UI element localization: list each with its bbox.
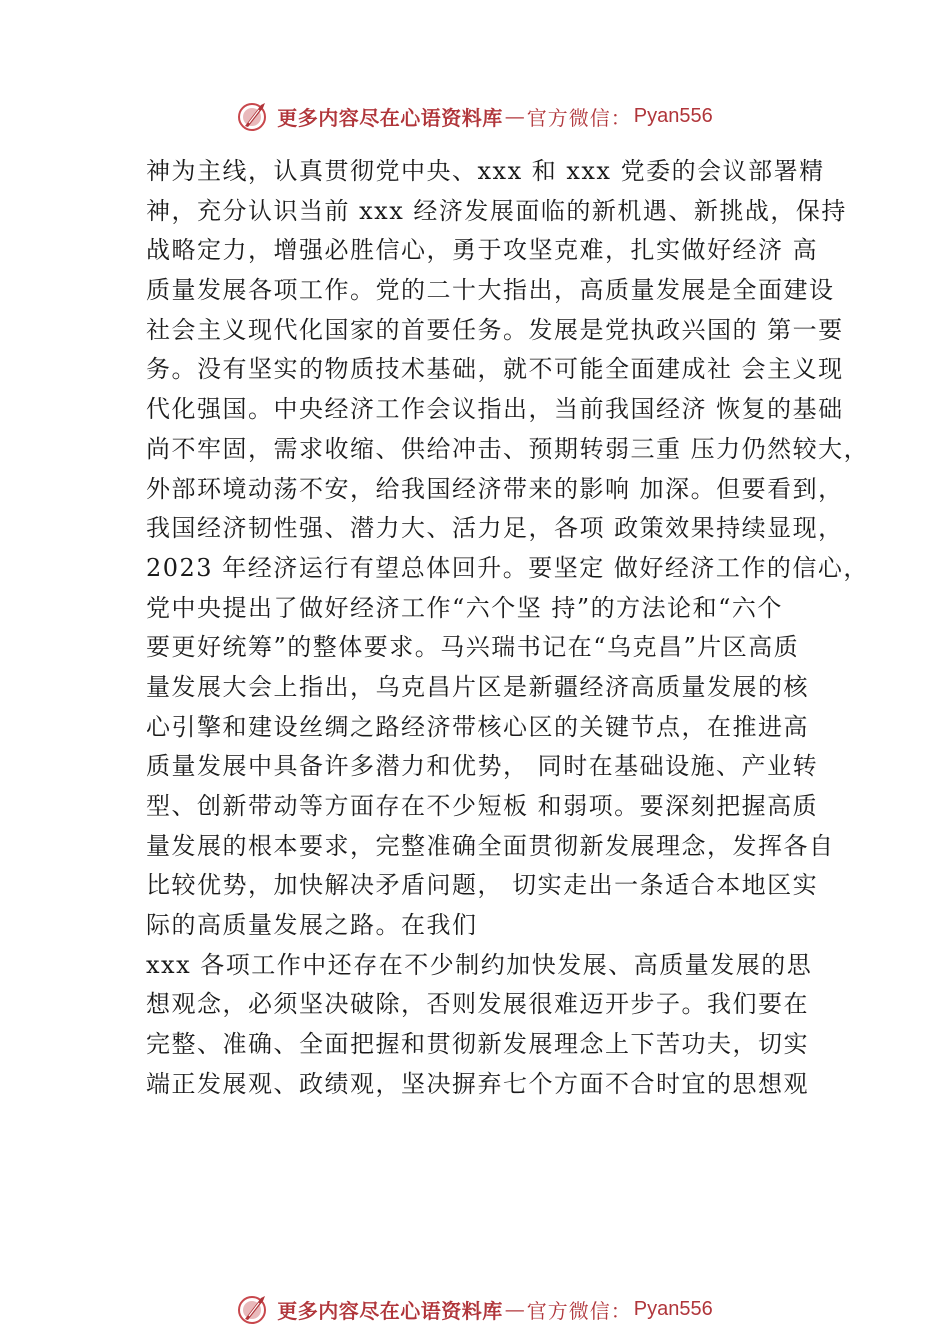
body-line: 想观念，必须坚决破除，否则发展很难迈开步子。我们要在 — [146, 990, 809, 1019]
banner-dash: — — [504, 104, 525, 128]
body-line: 完整、准确、全面把握和贯彻新发展理念上下苦功夫，切实 — [146, 1030, 809, 1059]
body-line: 量发展的根本要求，完整准确全面贯彻新发展理念，发挥各自 — [146, 831, 835, 860]
quill-logo-icon — [237, 99, 271, 133]
body-line: 外部环境动荡不安，给我国经济带来的影响 加深。但要看到， — [146, 474, 844, 503]
body-line: 我国经济韧性强、潜力大、活力足，各项 政策效果持续显现， — [146, 514, 844, 543]
banner-wechat-id: Pyan556 — [633, 1297, 713, 1320]
body-line: 代化强国。中央经济工作会议指出，当前我国经济 恢复的基础 — [146, 395, 844, 424]
body-line: 尚不牢固，需求收缩、供给冲击、预期转弱三重 压力仍然较大， — [146, 434, 870, 463]
banner-official-label: 官方微信： — [526, 105, 632, 130]
banner-wechat-id: Pyan556 — [633, 104, 713, 127]
body-line: 社会主义现代化国家的首要任务。发展是党执政兴国的 第一要 — [146, 315, 844, 344]
body-line: 心引擎和建设丝绸之路经济带核心区的关键节点，在推进高 — [146, 712, 809, 741]
body-line: 质量发展中具备许多潜力和优势， 同时在基础设施、产业转 — [146, 752, 819, 781]
body-line: 神为主线，认真贯彻党中央、xxx 和 xxx 党委的会议部署精 — [146, 157, 825, 185]
footer-banner — [0, 1289, 950, 1329]
document-body — [146, 152, 870, 1105]
body-line: 际的高质量发展之路。在我们 — [146, 911, 478, 940]
banner-brand-text: 更多内容尽在心语资料库 — [277, 1298, 503, 1323]
body-line: 2023 年经济运行有望总体回升。要坚定 做好经济工作的信心， — [146, 553, 869, 582]
body-line: 量发展大会上指出，乌克昌片区是新疆经济高质量发展的核 — [146, 672, 809, 701]
body-line: xxx 各项工作中还存在不少制约加快发展、高质量发展的思 — [146, 950, 813, 979]
body-line: 务。没有坚实的物质技术基础，就不可能全面建成社 会主义现 — [146, 355, 844, 384]
body-line: 质量发展各项工作。党的二十大指出，高质量发展是全面建设 — [146, 276, 835, 305]
banner-official-label: 官方微信： — [526, 1298, 632, 1323]
banner-brand-text: 更多内容尽在心语资料库 — [277, 105, 503, 130]
body-line: 要更好统筹”的整体要求。马兴瑞书记在“乌克昌”片区高质 — [146, 633, 800, 662]
body-line: 党中央提出了做好经济工作“六个坚 持”的方法论和“六个 — [146, 593, 783, 622]
banner-dash: — — [504, 1297, 525, 1321]
body-line: 比较优势，加快解决矛盾问题， 切实走出一条适合本地区实 — [146, 871, 819, 900]
body-line: 神，充分认识当前 xxx 经济发展面临的新机遇、新挑战，保持 — [146, 196, 847, 225]
quill-logo-icon — [237, 1292, 271, 1326]
body-line: 战略定力，增强必胜信心，勇于攻坚克难，扎实做好经济 高 — [146, 236, 819, 265]
body-line: 型、创新带动等方面存在不少短板 和弱项。要深刻把握高质 — [146, 792, 819, 820]
header-banner — [0, 96, 950, 136]
body-line: 端正发展观、政绩观，坚决摒弃七个方面不合时宜的思想观 — [146, 1069, 809, 1098]
